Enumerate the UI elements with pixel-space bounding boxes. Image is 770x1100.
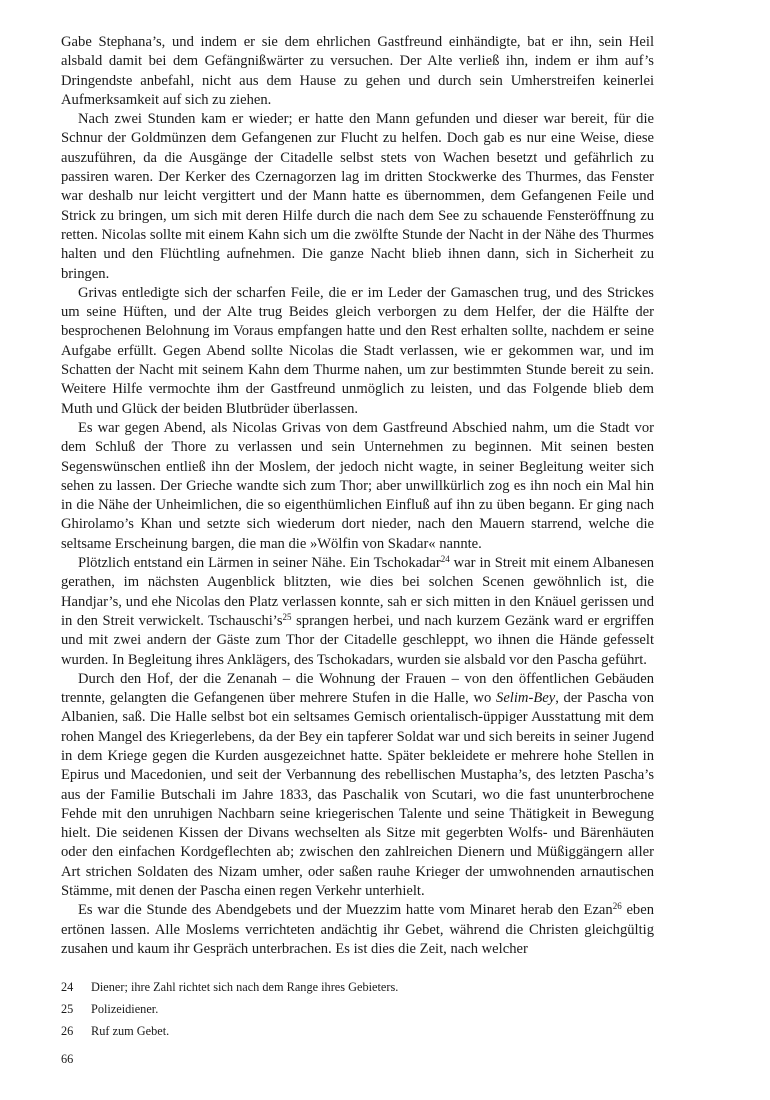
- footnote-text: Polizeidiener.: [91, 1002, 159, 1017]
- footnote-marker: 26: [612, 901, 622, 912]
- text-run: Es war die Stunde des Abendgebets und der Muezzim hatte vom Minaret herab den Ezan: [78, 902, 613, 919]
- footnote: [61, 1020, 654, 1042]
- text-run: Grivas entledigte sich der scharfen Feile, die er im Leder der Gamaschen trug, und des Strickes um seine Hüften, und der Alte trug Beides gleich verborgen zu dem Helfer, der die Hälfte der besprochenen Belohnung im Voraus empfangen hatte und den Rest erhalten sollte, nachdem er seine Aufgabe erfüllt. Gegen Abend sollte Nicolas die Stadt verlassen, wie er gekommen war, und im Schatten der Nacht mit seinem Kahn dem Thurme nahen, um zur bestimmten Stunde bereit zu sein. Weitere Hilfe vermochte ihm der Gastfreund unmöglich zu leisten, und das Folgende blieb dem Muth und Glück der beiden Blutbrüder überlassen.: [61, 284, 654, 417]
- page-number: 66: [61, 1052, 74, 1067]
- footnote-number: 24: [61, 980, 74, 995]
- text-run: Es war gegen Abend, als Nicolas Grivas von dem Gastfreund Abschied nahm, um die Stadt vor dem Schluß der Thore zu verlassen und sein Unternehmen zu beginnen. Mit seinen besten Segenswünschen entließ ihn der Moslem, der jedoch nicht wagte, in seiner Begleitung weiter sich sehen zu lassen. Der Grieche wandte sich zum Thor; aber unwillkürlich zog es ihn noch ein Mal hin in die Nähe der Unheimlichen, die so eigenthümlichen Einfluß auf ihn zu üben begann. Er ging nach Ghirolamo’s Khan und setzte sich wiederum dort nieder, nach den Mauern starrend, welche die seltsame Erscheinung bargen, die man die »Wölfin von Skadar« nannte.: [61, 419, 654, 552]
- footnote-marker: 25: [282, 611, 292, 622]
- text-run: , der Pascha von Albanien, saß. Die Halle selbst bot ein seltsames Gemisch orientalisch-üppiger Ausstattung mit dem rohen Mangel des Kriegerlebens, da der Bey ein tapferer Soldat war und sich bereits in seiner Jugend in dem Kriege gegen die Kurden ausgezeichnet hatte. Später bekleidete er mehrere hohe Stellen in Epirus und Macedonien, und seit der Verbannung des rebellischen Mustapha’s, des letzten Pascha’s aus der Familie Butschali im Jahre 1833, das Paschalik von Scutari, wo die fast ununterbrochene Fehde mit den unruhigen Nachbarn seine kriegerischen Talente und seine Thätigkeit in Bewegung hielt. Die seidenen Kissen der Divans wechselten als Sitze mit gegerbten Wolfs- und Bärenhäuten oder den einfachen Kordgeflechten ab; zwischen den zahlreichen Dienern und Müßiggängern aller Art strichen Soldaten des Nizam umher, oder saßen rauhe Krieger der umwohnenden arnautischen Stämme, mit denen der Pascha einen regen Verkehr unterhielt.: [61, 690, 654, 900]
- paragraph: [61, 554, 654, 670]
- text-run: Nach zwei Stunden kam er wieder; er hatte den Mann gefunden und dieser war bereit, für die Schnur der Goldmünzen dem Gefangenen zur Flucht zu helfen. Doch gab es nur eine Weise, diese auszuführen, da die Ausgänge der Citadelle selbst stets von Wachen besetzt und gefährlich zu passiren waren. Der Kerker des Czernagorzen lag im dritten Stockwerke des Thurmes, das Fenster war deshalb nur leicht vergittert und der Mann hatte es übernommen, dem Gefangenen Feile und Strick zu bringen, um sich mit deren Hilfe durch die nach dem See zu schauende Fensteröffnung zu retten. Nicolas sollte mit einem Kahn sich um die zwölfte Stunde der Nacht in der Nähe des Thurmes halten und den Flüchtling aufnehmen. Die ganze Nacht blieb ihnen dann, sich in Sicherheit zu bringen.: [61, 111, 654, 282]
- footnote-number: 25: [61, 1002, 74, 1017]
- text-run: eben ertönen lassen. Alle Moslems verrichteten andächtig ihr Gebet, während die Christen gleichgültig zusahen und kaum ihr Gespräch unterbrachen. Es ist dies die Zeit, nach welcher: [61, 902, 654, 957]
- footnote: [61, 998, 654, 1020]
- footnotes: [61, 976, 654, 1042]
- book-page: [61, 33, 654, 1067]
- paragraph: [61, 33, 654, 110]
- paragraph: [61, 110, 654, 284]
- text-run: sprangen herbei, und nach kurzem Gezänk ward er ergriffen und mit zwei andern der Gäste zum Thor der Citadelle geschleppt, wo ihnen die Hände gefesselt wurden. In Begleitung ihres Anklägers, des Tschokadars, wurden sie alsbald vor den Pascha geführt.: [61, 612, 654, 668]
- footnote-text: Ruf zum Gebet.: [91, 1024, 170, 1039]
- footnote: [61, 976, 654, 998]
- paragraph: [61, 901, 654, 959]
- text-run: war in Streit mit einem Albanesen gerathen, im nächsten Augenblick blitzten, wie dies bei solchen Scenen gewöhnlich ist, die Handjar’s, und ehe Nicolas den Platz verlassen konnte, sah er sich mitten in den Knäuel gerissen und in den Streit verwickelt. Tschauschi’s: [61, 555, 654, 629]
- text-run: Gabe Stephana’s, und indem er sie dem ehrlichen Gastfreund einhändigte, bat er ihn, sein Heil alsbald damit bei dem Gefängnißwärter zu versuchen. Der Alte verließ ihn, indem er ihm auf’s Dringendste anbefahl, nicht aus dem Hause zu gehen und durch sein Umherstreifen keinerlei Aufmerksamkeit auf sich zu ziehen.: [61, 34, 654, 108]
- emphasized-name: Selim-Bey: [496, 690, 556, 707]
- footnote-text: Diener; ihre Zahl richtet sich nach dem Range ihres Gebieters.: [91, 980, 399, 995]
- text-run: Plötzlich entstand ein Lärmen in seiner Nähe. Ein Tschokadar: [78, 555, 441, 572]
- footnote-number: 26: [61, 1024, 74, 1039]
- text-run: Durch den Hof, der die Zenanah – die Wohnung der Frauen – von den öffentlichen Gebäuden trennte, gelangten die Gefangenen über mehrere Stufen in die Halle, wo: [61, 670, 654, 707]
- body-text: [61, 33, 654, 959]
- paragraph: [61, 284, 654, 419]
- paragraph: [61, 670, 654, 902]
- footnote-marker: 24: [440, 554, 450, 565]
- paragraph: [61, 419, 654, 554]
